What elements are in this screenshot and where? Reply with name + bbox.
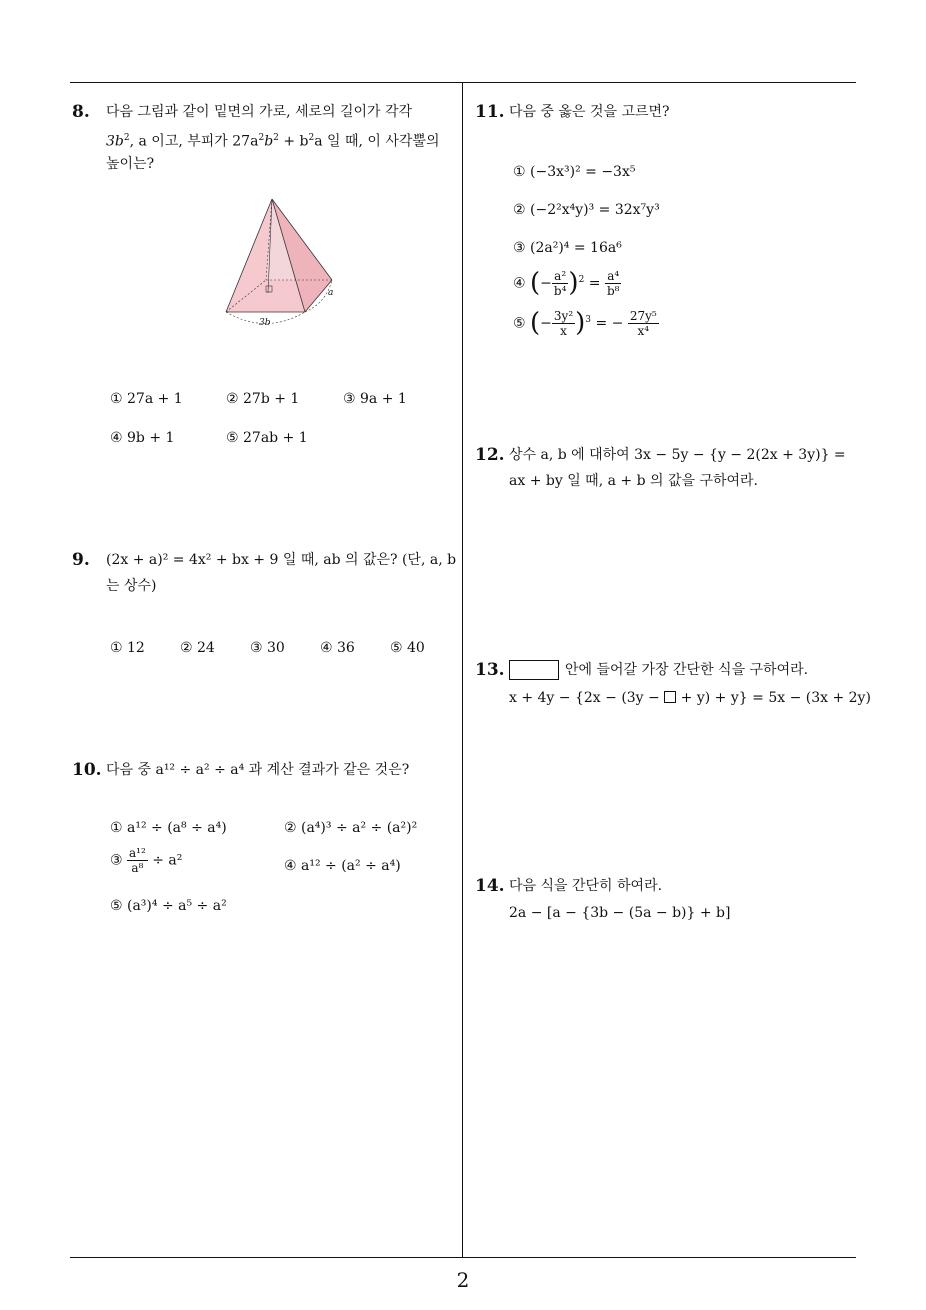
question-text-line: 다음 그림과 같이 밑면의 가로, 세로의 길이가 각각	[106, 104, 413, 120]
question-text-line: 상수 a, b 에 대하여 3x − 5y − {y − 2(2x + 3y)} =	[509, 447, 846, 463]
option-4[interactable]: ④ 9b + 1	[110, 430, 175, 446]
question-8	[72, 100, 457, 460]
option-4[interactable]: ④ a¹² ÷ (a² ÷ a⁴)	[284, 858, 401, 874]
bottom-rule	[70, 1257, 856, 1258]
option-3[interactable]: ③ $\frac{\text{a¹²}}{\text{a⁸}}$ ÷ a²	[110, 846, 183, 875]
option-1[interactable]: ① (−3x³)² = −3x⁵	[513, 164, 636, 180]
question-text-line: x + 4y − {2x − (3y − + y) + y} = 5x − (3x + 2y)	[509, 690, 871, 706]
question-text-line: 높이는?	[106, 156, 155, 172]
fraction: $\frac{\text{a⁴}}{\text{b⁸}}$	[606, 269, 620, 299]
question-9	[72, 548, 457, 658]
blank-square	[664, 691, 676, 703]
question-12	[475, 443, 860, 503]
question-text-line: 는 상수)	[106, 578, 157, 594]
figure-label-a: a	[328, 288, 334, 298]
question-text-line: $3b^2$, a 이고, 부피가 $27a^2b^2 + b^2a$ 일 때, 이 사각뿔의	[106, 133, 440, 150]
pyramid-figure	[222, 195, 342, 335]
question-number: 14.	[475, 876, 505, 896]
question-text-line: ax + by 일 때, a + b 의 값을 구하여라.	[509, 473, 759, 489]
page-number: 2	[456, 1268, 470, 1292]
question-number: 9.	[72, 550, 90, 570]
question-number: 10.	[72, 760, 102, 780]
option-2[interactable]: ② (a⁴)³ ÷ a² ÷ (a²)²	[284, 820, 418, 836]
question-13	[475, 658, 871, 718]
option-5[interactable]: ⑤ (a³)⁴ ÷ a⁵ ÷ a²	[110, 898, 227, 914]
question-11	[475, 100, 860, 360]
fraction: $\frac{\text{27y⁵}}{\text{x⁴}}$	[629, 309, 657, 339]
option-3[interactable]: ③ (2a²)⁴ = 16a⁶	[513, 240, 622, 256]
question-text-line: (2x + a)² = 4x² + bx + 9 일 때, ab 의 값은? (단, a, b	[106, 552, 457, 568]
option-2[interactable]: ② (−2²x⁴y)³ = 32x⁷y³	[513, 202, 660, 218]
option-4[interactable]: ④ (− $\frac{\text{a²}}{\text{b⁴}}$ )$^2$ = $\frac{\text{a⁴}}{\text{b⁸}}$	[513, 268, 620, 299]
fraction: $\frac{\text{a²}}{\text{b⁴}}$	[553, 269, 567, 299]
fraction: $\frac{\text{a¹²}}{\text{a⁸}}$	[129, 846, 146, 875]
question-number: 12.	[475, 445, 505, 465]
question-text-line: 다음 중 옳은 것을 고르면?	[509, 104, 670, 120]
question-number: 8.	[72, 102, 90, 122]
fraction: $\frac{\text{3y²}}{x}$	[553, 309, 574, 339]
answer-box[interactable]	[509, 660, 559, 680]
question-text-line: 2a − [a − {3b − (5a − b)} + b]	[509, 905, 731, 921]
question-number: 11.	[475, 102, 505, 122]
option-1[interactable]: ① a¹² ÷ (a⁸ ÷ a⁴)	[110, 820, 227, 836]
option-5[interactable]: ⑤ 40	[390, 640, 425, 656]
question-text-line: 다음 식을 간단히 하여라.	[509, 878, 663, 894]
option-5[interactable]: ⑤ (− $\frac{\text{3y²}}{x}$ )$^3$ = − $\frac{\text{27y⁵}}{\text{x⁴}}$	[513, 308, 657, 339]
question-text-line: 안에 들어갈 가장 간단한 식을 구하여라.	[509, 658, 808, 683]
top-rule	[70, 82, 856, 83]
option-2[interactable]: ② 27b + 1	[226, 391, 300, 407]
question-number: 13.	[475, 660, 505, 680]
option-5[interactable]: ⑤ 27ab + 1	[226, 430, 308, 446]
option-1[interactable]: ① 12	[110, 640, 145, 656]
option-4[interactable]: ④ 36	[320, 640, 355, 656]
question-10	[72, 758, 457, 918]
column-divider	[462, 82, 463, 1258]
option-1[interactable]: ① 27a + 1	[110, 391, 183, 407]
option-2[interactable]: ② 24	[180, 640, 215, 656]
question-14	[475, 874, 860, 934]
question-text-line: 다음 중 a¹² ÷ a² ÷ a⁴ 과 계산 결과가 같은 것은?	[106, 762, 410, 778]
figure-label-3b: 3b	[259, 318, 271, 328]
option-3[interactable]: ③ 9a + 1	[343, 391, 407, 407]
option-3[interactable]: ③ 30	[250, 640, 285, 656]
